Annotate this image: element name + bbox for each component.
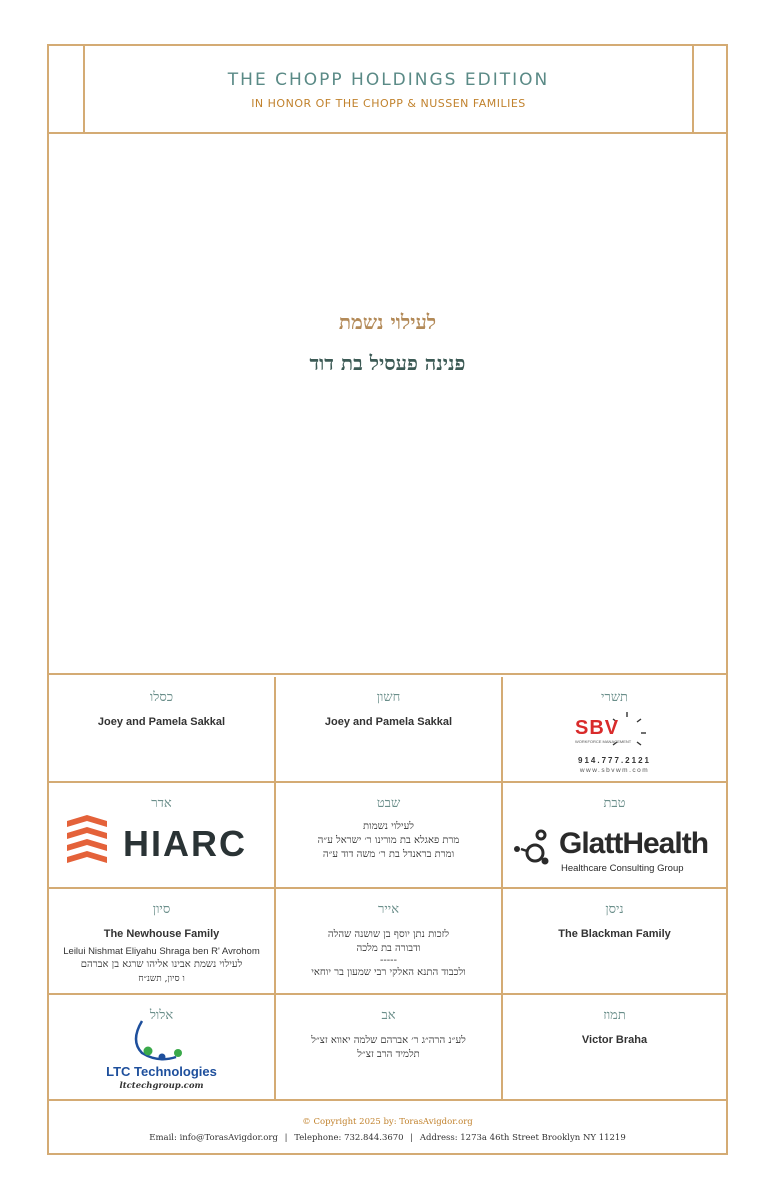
dedication-line: לזכות נתן יוסף בן שושנה שהלה xyxy=(327,929,450,940)
copyright-notice: © Copyright 2025 by: TorasAvigdor.org xyxy=(302,1117,473,1127)
month-label: אייר xyxy=(377,902,399,917)
cell-teves xyxy=(503,783,726,889)
dedication-date: ו סיון, תשנ״ח xyxy=(138,974,185,984)
header-divider-right xyxy=(692,46,694,132)
shevat-dedication xyxy=(280,820,497,862)
month-label: תמוז xyxy=(603,1008,626,1023)
glatthealth-logo-tagline: Healthcare Consulting Group xyxy=(561,863,684,874)
sponsor-name: The Newhouse Family xyxy=(103,928,220,940)
contact-address: Address: 1273a 46th Street Brooklyn NY 11219 xyxy=(419,1133,626,1143)
dedication-line: לעילוי נשמת אבינו אליהו שרגא בן אברהם xyxy=(80,959,243,970)
sponsor-name: Joey and Pamela Sakkal xyxy=(97,716,226,728)
dedication-heading: לעילוי נשמת xyxy=(338,310,437,334)
contact-line xyxy=(49,1133,726,1143)
dedication-line: תלמיד הרב זצ״ל xyxy=(357,1049,420,1060)
page-footer xyxy=(49,1099,726,1153)
dedication-line: לעילוי נשמות xyxy=(363,821,414,832)
glatthealth-logo-icon xyxy=(513,827,555,871)
month-label: טבת xyxy=(603,796,626,811)
sbv-logo-tagline: WORKFORCE MANAGEMENT xyxy=(575,739,632,744)
cell-adar xyxy=(49,783,276,889)
dedication-divider: ----- xyxy=(380,955,397,966)
sbv-logo-text: SBV xyxy=(575,717,620,739)
month-label: אדר xyxy=(151,796,172,811)
sponsor-name: The Blackman Family xyxy=(558,928,671,940)
edition-subtitle: IN HONOR OF THE CHOPP & NUSSEN FAMILIES xyxy=(251,97,526,110)
dedication-line: ומרת בראנדל בת ר׳ משה דוד ע״ה xyxy=(322,849,455,860)
cell-sivan xyxy=(49,889,276,995)
month-label: אלול xyxy=(149,1008,174,1023)
cell-tishrei xyxy=(503,677,726,783)
contact-phone: Telephone: 732.844.3670 xyxy=(294,1133,404,1143)
contact-separator: | xyxy=(284,1133,288,1143)
cell-kislev xyxy=(49,677,276,783)
dedication-line: מרת פאגלא בת מורינו ר׳ ישראל ע״ה xyxy=(317,835,460,846)
ltc-website: ltctechgroup.com xyxy=(119,1081,204,1091)
month-label: שבט xyxy=(376,796,401,811)
contact-email[interactable]: Email: info@TorasAvigdor.org xyxy=(149,1133,278,1143)
dedication-line: ודבורה בת מלכה xyxy=(356,943,421,954)
hiarc-logo-icon xyxy=(65,813,111,869)
month-label: חשון xyxy=(376,690,401,705)
cell-av xyxy=(276,995,503,1101)
month-label: סיון xyxy=(152,902,171,917)
month-label: כסלו xyxy=(149,690,174,705)
edition-title: THE CHOPP HOLDINGS EDITION xyxy=(227,70,550,90)
month-label: תשרי xyxy=(601,690,628,705)
cell-nissan xyxy=(503,889,726,995)
cell-iyar xyxy=(276,889,503,995)
av-dedication xyxy=(278,1034,499,1062)
month-label: אב xyxy=(381,1008,396,1023)
sbv-logo xyxy=(575,711,655,747)
sponsor-name: Victor Braha xyxy=(581,1034,648,1046)
dedication-line: Leilui Nishmat Eliyahu Shraga ben R' Avrohom xyxy=(63,946,260,957)
month-label: ניסן xyxy=(605,902,624,917)
ltc-logo-text: LTC Technologies xyxy=(106,1064,217,1079)
cell-cheshvan xyxy=(276,677,503,783)
dedication-panel xyxy=(49,134,726,675)
sponsor-grid xyxy=(49,677,726,1099)
sponsor-name: Joey and Pamela Sakkal xyxy=(324,716,453,728)
cell-tammuz xyxy=(503,995,726,1101)
page-frame xyxy=(47,44,728,1155)
cell-shevat xyxy=(276,783,503,889)
contact-separator: | xyxy=(410,1133,414,1143)
dedication-line: ולכבוד התנא האלקי רבי שמעון בר יוחאי xyxy=(311,967,466,978)
hiarc-logo-text: HIARC xyxy=(123,823,247,864)
edition-header xyxy=(49,46,726,134)
cell-elul xyxy=(49,995,276,1101)
dedication-line: לע״נ הרה״ג ר׳ אברהם שלמה יאווא זצ״ל xyxy=(311,1035,466,1046)
sivan-dedication xyxy=(51,945,272,986)
glatthealth-logo-text: GlattHealth xyxy=(559,827,709,860)
dedication-name: פנינה פעסיל בת דוד xyxy=(309,351,466,375)
iyar-dedication xyxy=(278,928,499,980)
sbv-phone: 914.777.2121 xyxy=(578,756,651,765)
ltc-logo-icon xyxy=(128,1017,198,1063)
sbv-website: www.sbvwm.com xyxy=(579,767,650,774)
